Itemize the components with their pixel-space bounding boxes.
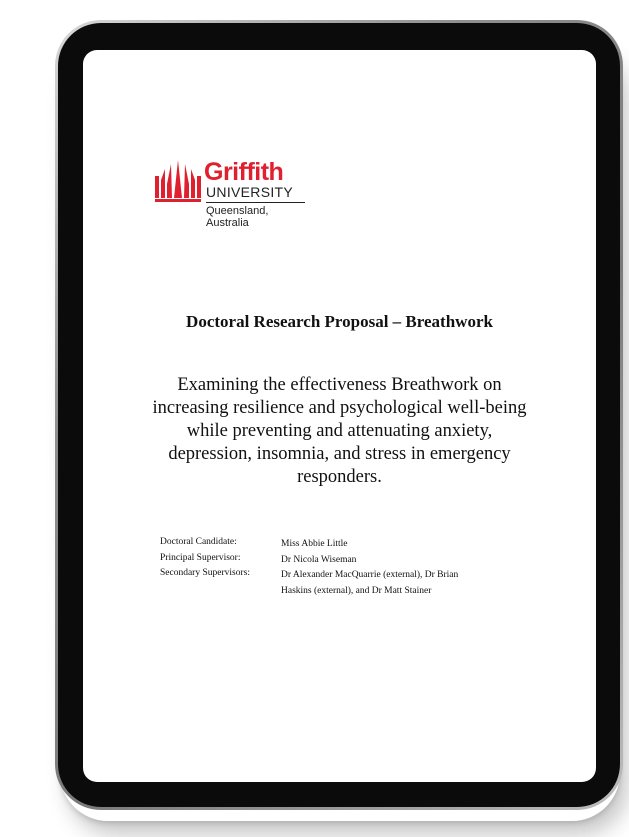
detail-label: Doctoral Candidate: [160,537,237,547]
logo-wordmark: Griffith [204,158,284,186]
document-title: Doctoral Research Proposal – Breathwork [186,312,493,331]
logo-location: Queensland, Australia [206,205,269,229]
detail-value: Miss Abbie Little [281,539,348,549]
document-page[interactable] [83,50,596,782]
detail-label: Principal Supervisor: [160,552,241,563]
document-subtitle: Examining the effectiveness Breathwork on increasing resilience and psychological well-being while preventing and attenuating anxiety, depression, insomnia, and stress in emergency responders. [152,375,527,487]
detail-label: Secondary Supervisors: [160,568,250,578]
tablet-bezel [58,23,620,807]
detail-value: Dr Alexander MacQuarrie (external), Dr Brian Haskins (external), and Dr Matt Stainer [281,570,459,596]
griffith-logo [153,160,313,230]
detail-value: Dr Nicola Wiseman [281,554,357,565]
tablet-frame [55,20,623,810]
logo-university: UNIVERSITY [206,184,294,200]
griffith-flame-icon [153,160,203,204]
logo-divider [206,202,305,203]
